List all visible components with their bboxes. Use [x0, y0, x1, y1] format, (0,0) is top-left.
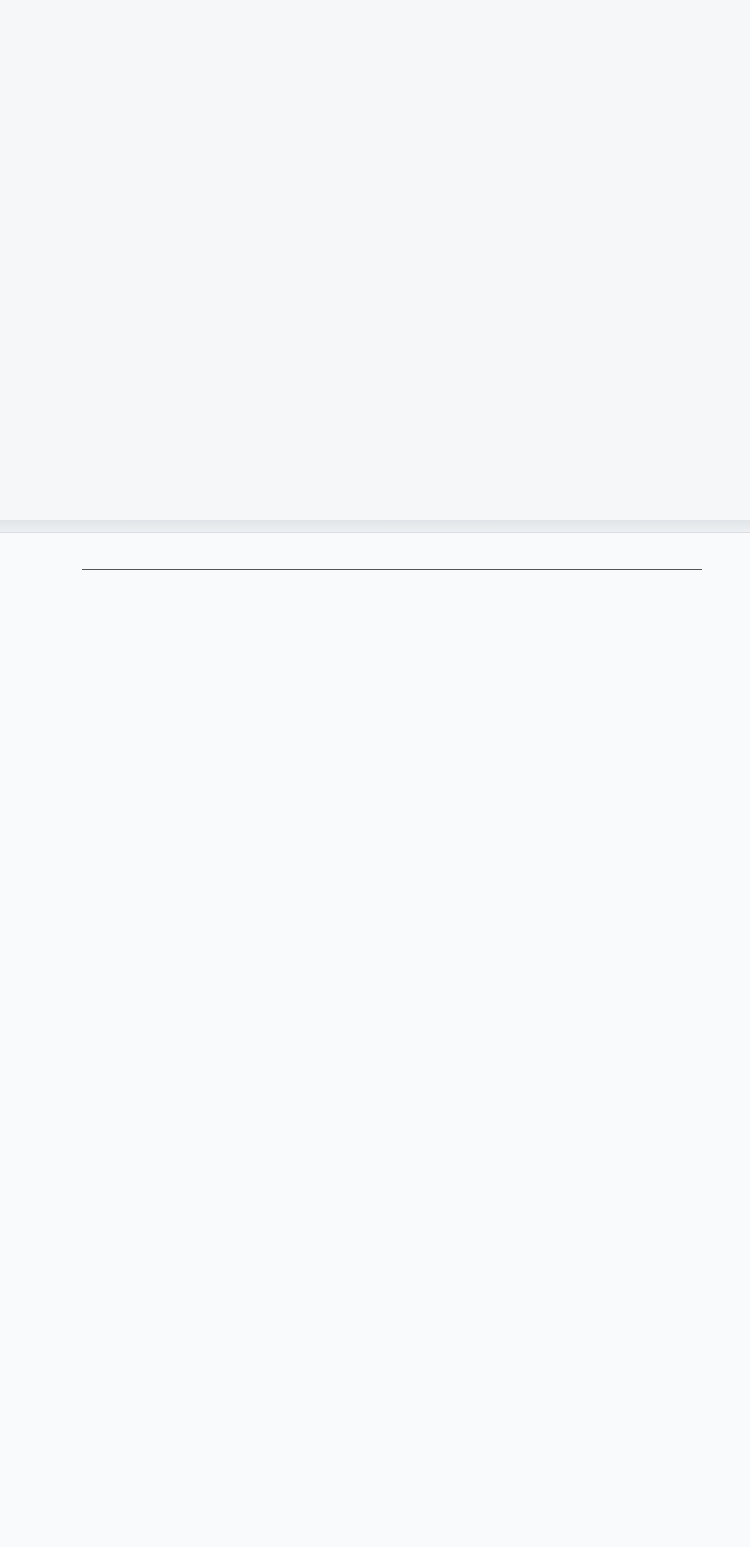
running-head [82, 547, 702, 570]
page-gap [0, 520, 750, 532]
bottom-page [0, 532, 750, 1547]
top-page [0, 0, 750, 520]
